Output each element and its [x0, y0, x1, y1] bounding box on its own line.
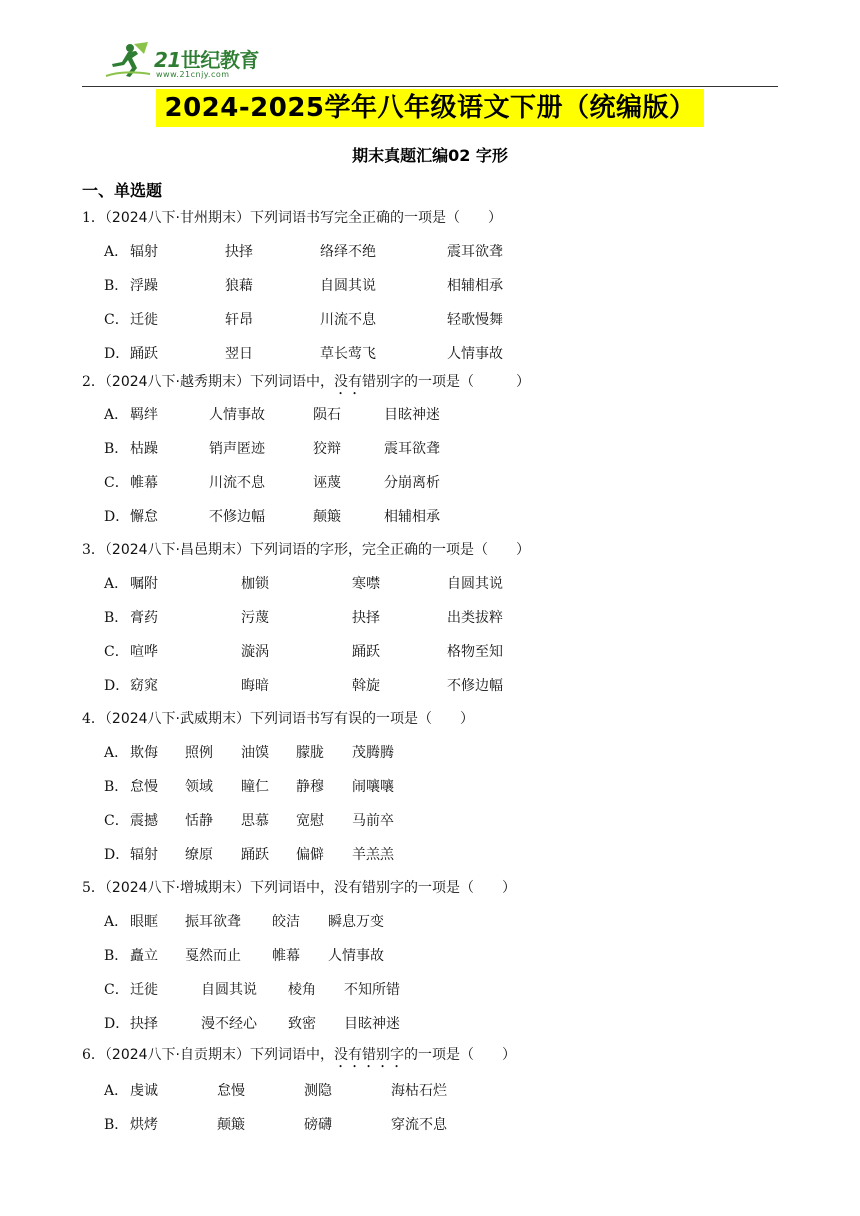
option-word: 漩涡 — [241, 644, 269, 660]
option-word: 偏僻 — [296, 847, 324, 863]
option-word: 目眩神迷 — [384, 407, 440, 423]
option-word: 翌日 — [225, 346, 253, 362]
option-word: 瞳仁 — [241, 779, 269, 795]
option-word: 漫不经心 — [201, 1016, 257, 1032]
option-word: 缭原 — [185, 847, 213, 863]
option-word: 自圆其说 — [201, 982, 257, 998]
option-word: 相辅相承 — [384, 509, 440, 525]
option-word: 浮躁 — [130, 278, 158, 294]
section-heading: 一、单选题 — [82, 181, 163, 200]
option-word: 闹嚷嚷 — [352, 779, 394, 795]
option-word: 踊跃 — [352, 644, 380, 660]
option-label: A． — [104, 914, 129, 930]
option-word: 辐射 — [130, 244, 158, 260]
option-word: 陨石 — [313, 407, 341, 423]
option-word: 人情事故 — [447, 346, 503, 362]
option-word: 销声匿迹 — [209, 441, 265, 457]
option-word: 自圆其说 — [320, 278, 376, 294]
option-label: C． — [104, 475, 129, 491]
option-word: 眼眶 — [130, 914, 158, 930]
option-word: 懈怠 — [130, 509, 158, 525]
option-label: C． — [104, 813, 129, 829]
option-word: 颠簸 — [217, 1117, 245, 1133]
option-word: 踊跃 — [241, 847, 269, 863]
option-label: B． — [104, 948, 129, 964]
option-label: D． — [104, 678, 130, 694]
option-word: 震耳欲聋 — [447, 244, 503, 260]
option-word: 迁徙 — [130, 312, 158, 328]
option-label: B． — [104, 779, 129, 795]
option-label: B． — [104, 1117, 129, 1133]
option-word: 寒噤 — [352, 576, 380, 592]
option-word: 怠慢 — [217, 1083, 245, 1099]
option-word: 颠簸 — [313, 509, 341, 525]
option-label: A． — [104, 407, 129, 423]
option-word: 震耳欲聋 — [384, 441, 440, 457]
option-word: 矗立 — [130, 948, 158, 964]
option-label: B． — [104, 441, 129, 457]
runner-logo-icon — [104, 40, 152, 80]
option-word: 震撼 — [130, 813, 158, 829]
option-word: 窈窕 — [130, 678, 158, 694]
option-word: 帷幕 — [272, 948, 300, 964]
option-word: 恬静 — [185, 813, 213, 829]
option-word: 草长莺飞 — [320, 346, 376, 362]
option-word: 膏药 — [130, 610, 158, 626]
option-word: 磅礴 — [304, 1117, 332, 1133]
option-word: 戛然而止 — [185, 948, 241, 964]
option-word: 诬蔑 — [313, 475, 341, 491]
option-word: 抉择 — [352, 610, 380, 626]
option-word: 相辅相承 — [447, 278, 503, 294]
option-word: 皎洁 — [272, 914, 300, 930]
option-word: 狼藉 — [225, 278, 253, 294]
option-word: 油馍 — [241, 745, 269, 761]
option-word: 狡辩 — [313, 441, 341, 457]
option-word: 宽慰 — [296, 813, 324, 829]
option-word: 自圆其说 — [447, 576, 503, 592]
option-word: 人情事故 — [209, 407, 265, 423]
option-label: B． — [104, 610, 129, 626]
option-word: 烘烤 — [130, 1117, 158, 1133]
option-word: 测隐 — [304, 1083, 332, 1099]
option-word: 辐射 — [130, 847, 158, 863]
option-label: A． — [104, 576, 129, 592]
option-word: 格物至知 — [447, 644, 503, 660]
option-label: A． — [104, 745, 129, 761]
option-word: 欺侮 — [130, 745, 158, 761]
page-title: 2024-2025学年八年级语文下册（统编版） — [156, 89, 703, 127]
option-word: 人情事故 — [328, 948, 384, 964]
option-word: 抉择 — [130, 1016, 158, 1032]
option-label: C． — [104, 982, 129, 998]
option-word: 不知所错 — [344, 982, 400, 998]
question-stem: 1．（2024八下·甘州期末）下列词语书写完全正确的一项是（ ） — [82, 210, 503, 226]
option-word: 虔诚 — [130, 1083, 158, 1099]
option-word: 污蔑 — [241, 610, 269, 626]
question-stem: 3．（2024八下·昌邑期末）下列词语的字形，完全正确的一项是（ ） — [82, 542, 531, 558]
option-word: 晦暗 — [241, 678, 269, 694]
option-word: 照例 — [185, 745, 213, 761]
option-word: 振耳欲聋 — [185, 914, 241, 930]
logo-url: www.21cnjy.com — [156, 70, 230, 79]
option-label: D． — [104, 847, 130, 863]
option-word: 轩昂 — [225, 312, 253, 328]
option-word: 马前卒 — [352, 813, 394, 829]
header-rule — [82, 86, 778, 87]
question-stem: 2．（2024八下·越秀期末）下列词语中，没有错别字的一项是（ ） — [82, 374, 531, 390]
question-stem: 4．（2024八下·武威期末）下列词语书写有误的一项是（ ） — [82, 711, 475, 727]
option-word: 枷锁 — [241, 576, 269, 592]
option-word: 抉择 — [225, 244, 253, 260]
option-word: 瞬息万变 — [328, 914, 384, 930]
option-word: 穿流不息 — [391, 1117, 447, 1133]
option-word: 迁徙 — [130, 982, 158, 998]
option-word: 目眩神迷 — [344, 1016, 400, 1032]
option-word: 嘱附 — [130, 576, 158, 592]
question-stem: 5．（2024八下·增城期末）下列词语中，没有错别字的一项是（ ） — [82, 880, 517, 896]
option-word: 喧哗 — [130, 644, 158, 660]
logo — [104, 38, 274, 84]
question-stem: 6．（2024八下·自贡期末）下列词语中，没有错别字的一项是（ ） — [82, 1047, 517, 1063]
option-word: 静穆 — [296, 779, 324, 795]
option-word: 川流不息 — [209, 475, 265, 491]
option-label: D． — [104, 346, 130, 362]
option-label: D． — [104, 1016, 130, 1032]
option-word: 领域 — [185, 779, 213, 795]
option-label: A． — [104, 244, 129, 260]
option-word: 络绎不绝 — [320, 244, 376, 260]
option-label: C． — [104, 312, 129, 328]
option-label: C． — [104, 644, 129, 660]
page-subtitle: 期末真题汇编02 字形 — [352, 146, 508, 165]
option-label: A． — [104, 1083, 129, 1099]
option-word: 海枯石烂 — [391, 1083, 447, 1099]
option-word: 枯躁 — [130, 441, 158, 457]
option-word: 朦胧 — [296, 745, 324, 761]
option-word: 川流不息 — [320, 312, 376, 328]
option-word: 踊跃 — [130, 346, 158, 362]
option-word: 出类拔粹 — [447, 610, 503, 626]
option-word: 羁绊 — [130, 407, 158, 423]
option-word: 不修边幅 — [209, 509, 265, 525]
option-label: D． — [104, 509, 130, 525]
option-word: 茂腾腾 — [352, 745, 394, 761]
option-word: 羊羔羔 — [352, 847, 394, 863]
option-word: 轻歌慢舞 — [447, 312, 503, 328]
option-word: 棱角 — [288, 982, 316, 998]
option-word: 思慕 — [241, 813, 269, 829]
option-word: 不修边幅 — [447, 678, 503, 694]
option-word: 帷幕 — [130, 475, 158, 491]
option-label: B． — [104, 278, 129, 294]
option-word: 致密 — [288, 1016, 316, 1032]
option-word: 怠慢 — [130, 779, 158, 795]
logo-brand: 21世纪教育 — [154, 48, 259, 72]
option-word: 斡旋 — [352, 678, 380, 694]
option-word: 分崩离析 — [384, 475, 440, 491]
